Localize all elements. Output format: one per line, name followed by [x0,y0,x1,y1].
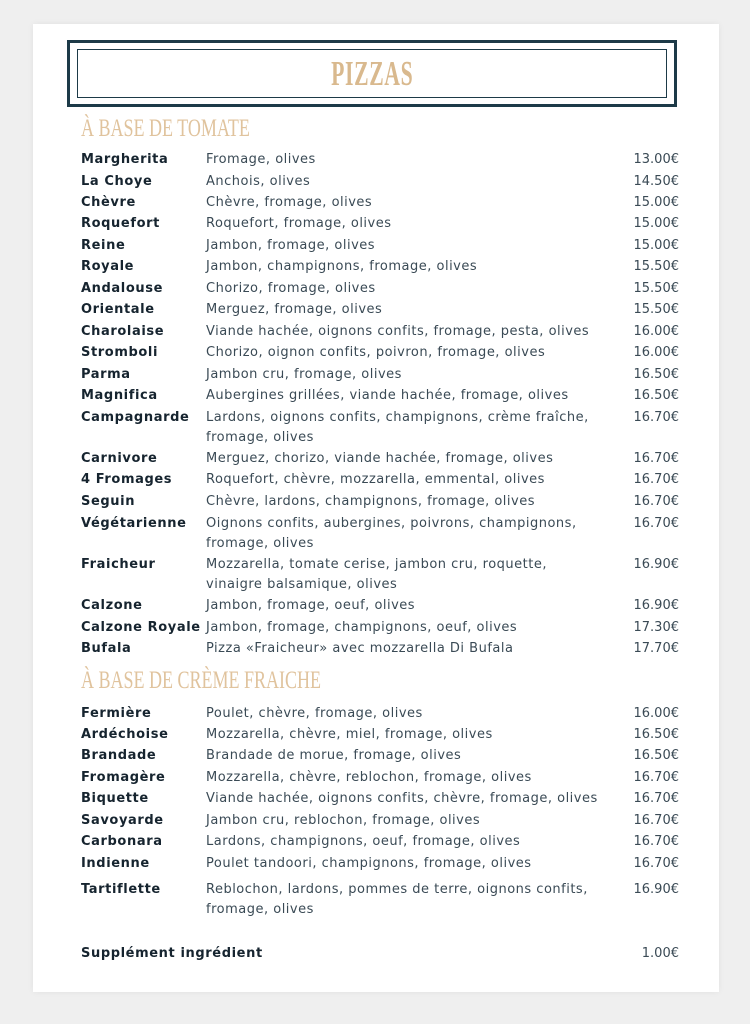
item-name: Indienne [81,856,150,871]
item-desc: Lardons, champignons, oeuf, fromage, olives [206,834,521,849]
item-name: Fromagère [81,770,166,785]
item-desc: Oignons confits, aubergines, poivrons, champignons, fromage, olives [206,516,577,551]
item-desc: Merguez, chorizo, viande hachée, fromage, olives [206,451,554,466]
item-desc: Anchois, olives [206,174,311,189]
item-price: 16.50€ [633,748,679,763]
item-name: Ardéchoise [81,727,169,742]
item-price: 15.50€ [633,281,679,296]
item-desc: Mozzarella, tomate cerise, jambon cru, roquette, vinaigre balsamique, olives [206,557,547,592]
item-price: 16.50€ [633,388,679,403]
item-desc: Fromage, olives [206,152,316,167]
item-desc: Chorizo, fromage, olives [206,281,376,296]
item-desc: Roquefort, chèvre, mozzarella, emmental, olives [206,472,545,487]
item-price: 16.70€ [633,791,679,806]
item-name: Fraicheur [81,557,156,572]
item-price: 16.70€ [633,410,679,425]
item-desc: Jambon cru, fromage, olives [206,367,402,382]
item-price: 16.50€ [633,367,679,382]
item-desc: Brandade de morue, fromage, olives [206,748,462,763]
item-name: Biquette [81,791,149,806]
item-name: Chèvre [81,195,136,210]
item-name: Calzone Royale [81,620,201,635]
item-desc: Viande hachée, oignons confits, fromage, pesta, olives [206,324,590,339]
item-desc: Reblochon, lardons, pommes de terre, oignons confits, fromage, olives [206,882,588,917]
item-name: Reine [81,238,126,253]
menu-sheet [33,24,719,992]
item-desc: Pizza «Fraicheur» avec mozzarella Di Bufala [206,641,514,656]
item-desc: Jambon, fromage, olives [206,238,376,253]
item-name: Fermière [81,706,152,721]
item-name: Royale [81,259,135,274]
item-desc: Chèvre, fromage, olives [206,195,373,210]
title-inner-border [77,49,667,98]
item-price: 16.70€ [633,516,679,531]
item-price: 16.00€ [633,324,679,339]
item-desc: Chorizo, oignon confits, poivron, fromage, olives [206,345,546,360]
title-frame [67,40,677,107]
item-name: Tartiflette [81,882,161,897]
item-price: 16.70€ [633,834,679,849]
item-name: Charolaise [81,324,165,339]
item-desc: Mozzarella, chèvre, reblochon, fromage, olives [206,770,532,785]
item-price: 15.00€ [633,195,679,210]
item-price: 13.00€ [633,152,679,167]
item-price: 16.70€ [633,813,679,828]
item-desc: Merguez, fromage, olives [206,302,383,317]
item-name: Brandade [81,748,157,763]
item-desc: Jambon, fromage, oeuf, olives [206,598,416,613]
item-price: 17.70€ [633,641,679,656]
item-desc: Lardons, oignons confits, champignons, crème fraîche, fromage, olives [206,410,589,445]
item-desc: Viande hachée, oignons confits, chèvre, fromage, olives [206,791,598,806]
item-name: Savoyarde [81,813,164,828]
item-desc: Jambon, fromage, champignons, oeuf, olives [206,620,518,635]
supplement-price: 1.00€ [641,946,679,961]
item-desc: Poulet tandoori, champignons, fromage, olives [206,856,532,871]
item-desc: Aubergines grillées, viande hachée, fromage, olives [206,388,569,403]
item-name: Seguin [81,494,136,509]
item-price: 16.90€ [633,557,679,572]
item-desc: Jambon, champignons, fromage, olives [206,259,478,274]
item-price: 16.70€ [633,494,679,509]
menu-title: PIZZAS [330,53,414,93]
section-title-tomate: À BASE DE TOMATE [81,115,250,142]
item-price: 15.50€ [633,302,679,317]
item-name: Orientale [81,302,155,317]
section-title-creme: À BASE DE CRÈME FRAICHE [81,667,322,694]
item-name: Campagnarde [81,410,190,425]
item-price: 16.70€ [633,451,679,466]
item-name: Calzone [81,598,143,613]
item-desc: Mozzarella, chèvre, miel, fromage, olives [206,727,493,742]
item-name: 4 Fromages [81,472,173,487]
item-name: La Choye [81,174,153,189]
item-price: 16.90€ [633,882,679,897]
item-name: Roquefort [81,216,160,231]
item-name: Stromboli [81,345,159,360]
item-desc: Poulet, chèvre, fromage, olives [206,706,423,721]
item-name: Magnifica [81,388,158,403]
item-name: Carbonara [81,834,163,849]
item-price: 15.50€ [633,259,679,274]
item-desc: Jambon cru, reblochon, fromage, olives [206,813,481,828]
item-price: 16.50€ [633,727,679,742]
supplement-name: Supplément ingrédient [81,946,263,961]
item-desc: Roquefort, fromage, olives [206,216,392,231]
item-name: Parma [81,367,131,382]
item-name: Végétarienne [81,516,187,531]
item-name: Andalouse [81,281,163,296]
item-price: 16.00€ [633,706,679,721]
item-price: 17.30€ [633,620,679,635]
item-name: Carnivore [81,451,158,466]
item-price: 16.70€ [633,472,679,487]
item-name: Bufala [81,641,132,656]
item-desc: Chèvre, lardons, champignons, fromage, olives [206,494,535,509]
item-price: 16.90€ [633,598,679,613]
item-price: 16.70€ [633,856,679,871]
item-price: 16.00€ [633,345,679,360]
item-price: 16.70€ [633,770,679,785]
item-price: 15.00€ [633,238,679,253]
item-name: Margherita [81,152,169,167]
item-price: 15.00€ [633,216,679,231]
item-price: 14.50€ [633,174,679,189]
